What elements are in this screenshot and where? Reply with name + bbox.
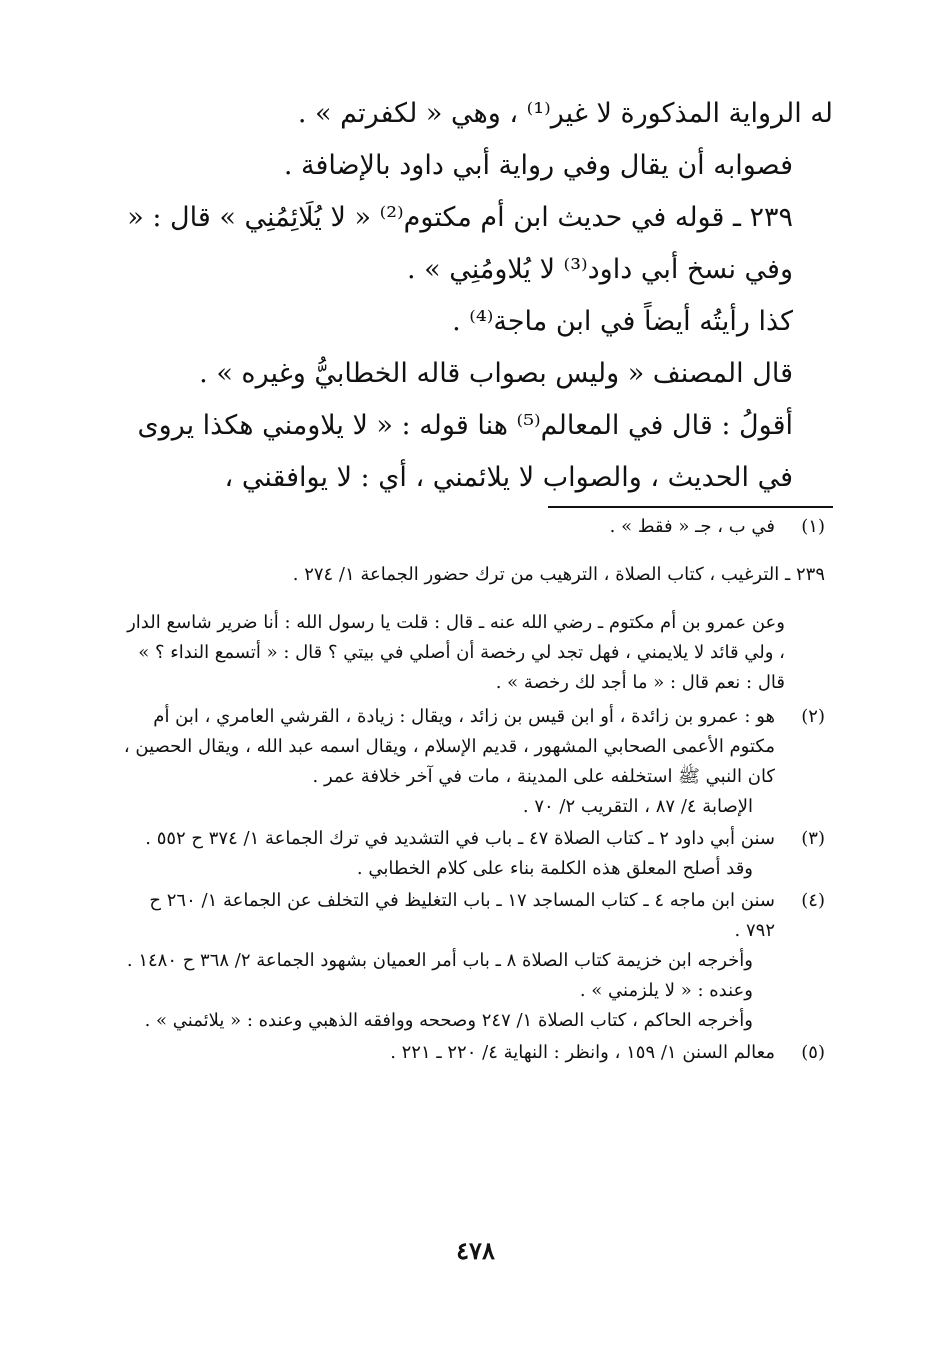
- footnote-5: [118, 1038, 825, 1068]
- page-number: ٤٧٨: [456, 1236, 495, 1265]
- main-text-line: فصوابه أن يقال وفي رواية أبي داود بالإضافة .: [283, 150, 793, 181]
- main-text-line: له الرواية المذكورة لا غير⁽¹⁾ ، وهي « لكفرتم » .: [297, 98, 833, 129]
- footnote-text: سنن ابن ماجه ٤ ـ كتاب المساجد ١٧ ـ باب التغليظ في التخلف عن الجماعة ١/ ٢٦٠ ح ٧٩٢ .: [149, 890, 775, 941]
- footnote-number: (٢): [801, 706, 825, 727]
- footnote-239: [118, 560, 825, 698]
- footnote-subtext: وقد أصلح المعلق هذه الكلمة بناء على كلام الخطابي .: [356, 858, 753, 879]
- footnote-subtext: وأخرجه الحاكم ، كتاب الصلاة ١/ ٢٤٧ وصححه ووافقه الذهبي وعنده : « يلائمني » .: [144, 1010, 753, 1031]
- footnote-1: [118, 512, 825, 542]
- footnote-number: (٣): [801, 828, 825, 849]
- footnote-3: [118, 824, 825, 884]
- footnote-text: معالم السنن ١/ ١٥٩ ، وانظر : النهاية ٤/ ٢٢٠ ـ ٢٢١ .: [390, 1042, 775, 1063]
- footnote-subtext: الإصابة ٤/ ٨٧ ، التقريب ٢/ ٧٠ .: [522, 796, 753, 817]
- footnote-number: (١): [801, 516, 825, 537]
- footnote-4: [118, 886, 825, 1036]
- main-text-line: أقولُ : قال في المعالم⁽⁵⁾ هنا قوله : « لا يلاومني هكذا يروى في الحديث ، والصواب لا يلائمني ، أي : لا يوافقني ،: [137, 410, 793, 493]
- footnote-text: سنن أبي داود ٢ ـ كتاب الصلاة ٤٧ ـ باب في التشديد في ترك الجماعة ١/ ٣٧٤ ح ٥٥٢ .: [145, 828, 775, 849]
- footnote-separator: [548, 506, 833, 508]
- footnote-number: (٥): [801, 1042, 825, 1063]
- main-text-body: [110, 88, 833, 504]
- footnotes-section: [118, 512, 825, 1070]
- footnote-2: [118, 702, 825, 822]
- main-text-line: قال المصنف « وليس بصواب قاله الخطابيُّ وغيره » .: [199, 358, 793, 389]
- footnote-number: (٤): [801, 890, 825, 911]
- footnote-text: في ب ، جـ « فقط » .: [609, 516, 775, 537]
- main-text-line: ٢٣٩ ـ قوله في حديث ابن أم مكتوم⁽²⁾ « لا يُلَائِمُنِي » قال : « وفي نسخ أبي داود⁽³⁾ لا يُلاومُنِي » .: [127, 202, 793, 285]
- footnote-subtext: وأخرجه ابن خزيمة كتاب الصلاة ٨ ـ باب أمر العميان بشهود الجماعة ٢/ ٣٦٨ ح ١٤٨٠ . وعنده : « لا يلزمني » .: [126, 950, 753, 1001]
- footnote-subtext: وعن عمرو بن أم مكتوم ـ رضي الله عنه ـ قال : قلت يا رسول الله : أنا ضرير شاسع الدار ، ولي قائد لا يلايمني ، فهل تجد لي رخصة أن أصلي في بيتي ؟ قال : « أتسمع النداء ؟ » قال : نعم قال : « ما أجد لك رخصة » .: [127, 612, 785, 693]
- footnote-text: هو : عمرو بن زائدة ، أو ابن قيس بن زائد ، ويقال : زيادة ، القرشي العامري ، ابن أم مكتوم الأعمى الصحابي المشهور ، قديم الإسلام ، ويقال اسمه عبد الله ، ويقال الحصين ، كان النبي ﷺ استخلفه على المدينة ، مات في آخر خلافة عمر .: [123, 706, 775, 787]
- footnote-text: ٢٣٩ ـ الترغيب ، كتاب الصلاة ، الترهيب من ترك حضور الجماعة ١/ ٢٧٤ .: [292, 564, 825, 585]
- main-text-line: كذا رأيتُه أيضاً في ابن ماجة⁽⁴⁾ .: [452, 306, 793, 337]
